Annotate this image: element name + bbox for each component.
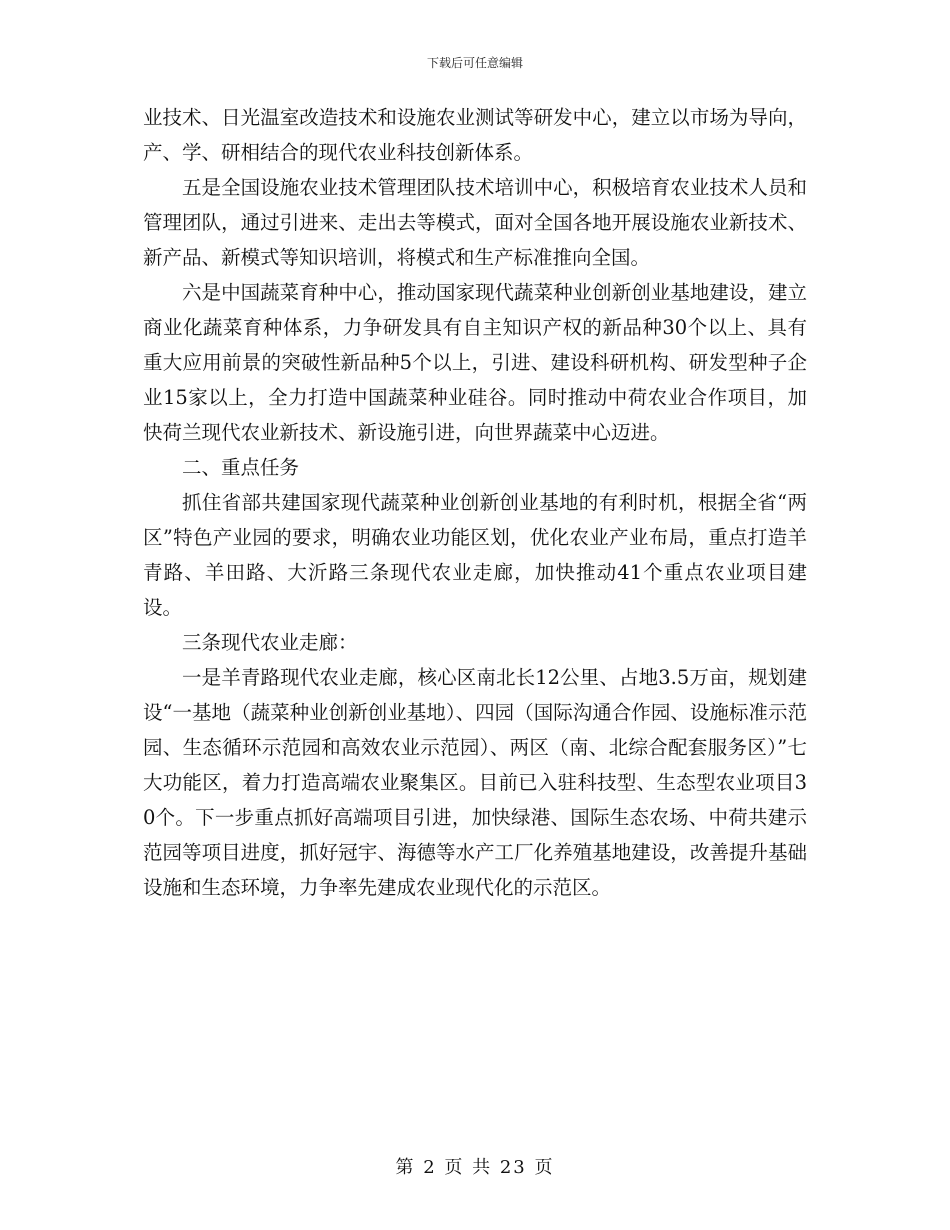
paragraph-corridor-one: 一是羊青路现代农业走廊，核心区南北长12公里、占地3.5万亩，规划建设“一基地（蔬菜种业创新创业基地）、四园（国际沟通合作园、设施标准示范园、生态循环示范园和高效农业示范园）、两区（南、北综合配套服务区）”七大功能区，着力打造高端农业聚集区。目前已入驻科技型、生态型农业项目30个。下一步重点抓好高端项目引进，加快绿港、国际生态农场、中荷共建示范园等项目进度，抓好冠宇、海德等水产工厂化养殖基地建设，改善提升基础设施和生态环境，力争率先建成农业现代化的示范区。 [143,666,807,899]
subheading-corridors: 三条现代农业走廊： [182,631,358,654]
page-header: 下载后可任意编辑 [426,56,523,70]
page-footer: 第 2 页 共 23 页 [395,1157,555,1178]
paragraph-item-five: 五是全国设施农业技术管理团队技术培训中心，积极培育农业技术人员和管理团队，通过引进来、走出去等模式，面对全国各地开展设施农业新技术、新产品、新模式等知识培训，将模式和生产标准推向全国。 [143,176,807,269]
paragraph-continued: 业技术、日光温室改造技术和设施农业测试等研发中心，建立以市场为导向，产、学、研相结合的现代农业科技创新体系。 [143,106,807,164]
document-body [143,100,807,905]
paragraph-item-six: 六是中国蔬菜育种中心，推动国家现代蔬菜种业创新创业基地建设，建立商业化蔬菜育种体系，力争研发具有自主知识产权的新品种30个以上、具有重大应用前景的突破性新品种5个以上，引进、建设科研机构、研发型种子企业15家以上，全力打造中国蔬菜种业硅谷。同时推动中荷农业合作项目，加快荷兰现代农业新技术、新设施引进，向世界蔬菜中心迈进。 [143,281,807,444]
section-heading-key-tasks: 二、重点任务 [182,456,300,479]
paragraph-key-tasks: 抓住省部共建国家现代蔬菜种业创新创业基地的有利时机，根据全省“两区”特色产业园的要求，明确农业功能区划，优化农业产业布局，重点打造羊青路、羊田路、大沂路三条现代农业走廊，加快推动41个重点农业项目建设。 [143,491,807,619]
